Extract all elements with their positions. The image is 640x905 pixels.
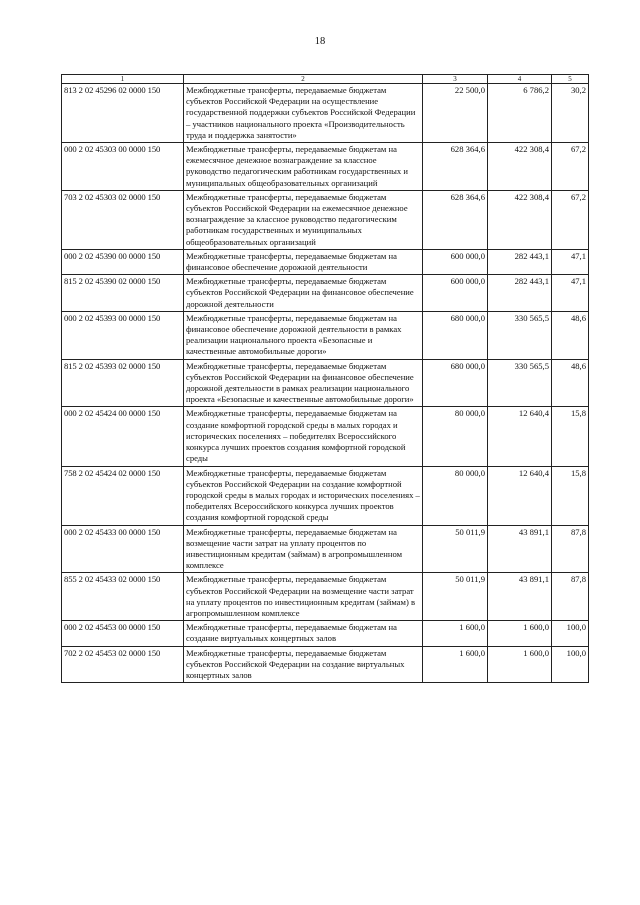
execution-percent: 47,1 bbox=[552, 275, 589, 312]
budget-code: 000 2 02 45393 00 0000 150 bbox=[62, 311, 184, 359]
budget-code: 813 2 02 45296 02 0000 150 bbox=[62, 84, 184, 143]
actual-amount: 6 786,2 bbox=[488, 84, 552, 143]
budget-code: 000 2 02 45433 00 0000 150 bbox=[62, 525, 184, 573]
plan-amount: 680 000,0 bbox=[423, 359, 488, 407]
table-row bbox=[62, 311, 589, 359]
budget-code: 000 2 02 45390 00 0000 150 bbox=[62, 249, 184, 274]
table-row bbox=[62, 143, 589, 191]
actual-amount: 12 640,4 bbox=[488, 466, 552, 525]
actual-amount: 1 600,0 bbox=[488, 646, 552, 683]
revenue-name: Межбюджетные трансферты, передаваемые бюджетам субъектов Российской Федерации на финансовое обеспечение дорожной деятельности в рамках реализации национального проекта «Безопасные и качественные автомобильные дороги» bbox=[184, 359, 423, 407]
execution-percent: 100,0 bbox=[552, 621, 589, 646]
execution-percent: 47,1 bbox=[552, 249, 589, 274]
actual-amount: 12 640,4 bbox=[488, 407, 552, 466]
revenue-name: Межбюджетные трансферты, передаваемые бюджетам субъектов Российской Федерации на осуществление государственной поддержки субъектов Российской Федерации – участников национального проекта «Производительность труда и поддержка занятости» bbox=[184, 84, 423, 143]
actual-amount: 330 565,5 bbox=[488, 311, 552, 359]
actual-amount: 43 891,1 bbox=[488, 525, 552, 573]
column-header-2: 2 bbox=[184, 75, 423, 84]
plan-amount: 1 600,0 bbox=[423, 646, 488, 683]
budget-code: 000 2 02 45303 00 0000 150 bbox=[62, 143, 184, 191]
budget-code: 000 2 02 45453 00 0000 150 bbox=[62, 621, 184, 646]
revenue-name: Межбюджетные трансферты, передаваемые бюджетам субъектов Российской Федерации на финансовое обеспечение дорожной деятельности bbox=[184, 275, 423, 312]
execution-percent: 15,8 bbox=[552, 466, 589, 525]
column-header-1: 1 bbox=[62, 75, 184, 84]
revenue-name: Межбюджетные трансферты, передаваемые бюджетам на ежемесячное денежное вознаграждение за классное руководство педагогическим работникам государственных и муниципальных общеобразовательных организаций bbox=[184, 143, 423, 191]
actual-amount: 282 443,1 bbox=[488, 275, 552, 312]
revenue-name: Межбюджетные трансферты, передаваемые бюджетам субъектов Российской Федерации на возмещение части затрат на уплату процентов по инвестиционным кредитам (займам) в агропромышленном комплексе bbox=[184, 573, 423, 621]
budget-table bbox=[61, 74, 589, 683]
revenue-name: Межбюджетные трансферты, передаваемые бюджетам на финансовое обеспечение дорожной деятельности в рамках реализации национального проекта «Безопасные и качественные автомобильные дороги» bbox=[184, 311, 423, 359]
table-row bbox=[62, 407, 589, 466]
revenue-name: Межбюджетные трансферты, передаваемые бюджетам субъектов Российской Федерации на ежемесячное денежное вознаграждение за классное руководство педагогическим работникам государственных и муниципальных общеобразовательных организаций bbox=[184, 190, 423, 249]
actual-amount: 1 600,0 bbox=[488, 621, 552, 646]
table-row bbox=[62, 646, 589, 683]
actual-amount: 43 891,1 bbox=[488, 573, 552, 621]
execution-percent: 87,8 bbox=[552, 525, 589, 573]
plan-amount: 600 000,0 bbox=[423, 275, 488, 312]
plan-amount: 628 364,6 bbox=[423, 190, 488, 249]
execution-percent: 48,6 bbox=[552, 311, 589, 359]
plan-amount: 600 000,0 bbox=[423, 249, 488, 274]
revenue-name: Межбюджетные трансферты, передаваемые бюджетам на возмещение части затрат на уплату процентов по инвестиционным кредитам (займам) в агропромышленном комплексе bbox=[184, 525, 423, 573]
actual-amount: 422 308,4 bbox=[488, 143, 552, 191]
table-row bbox=[62, 190, 589, 249]
plan-amount: 50 011,9 bbox=[423, 525, 488, 573]
execution-percent: 100,0 bbox=[552, 646, 589, 683]
table-row bbox=[62, 466, 589, 525]
execution-percent: 30,2 bbox=[552, 84, 589, 143]
budget-code: 855 2 02 45433 02 0000 150 bbox=[62, 573, 184, 621]
budget-code: 815 2 02 45393 02 0000 150 bbox=[62, 359, 184, 407]
actual-amount: 422 308,4 bbox=[488, 190, 552, 249]
revenue-name: Межбюджетные трансферты, передаваемые бюджетам субъектов Российской Федерации на создание виртуальных концертных залов bbox=[184, 646, 423, 683]
table-row bbox=[62, 84, 589, 143]
table-row bbox=[62, 525, 589, 573]
column-header-4: 4 bbox=[488, 75, 552, 84]
plan-amount: 22 500,0 bbox=[423, 84, 488, 143]
execution-percent: 87,8 bbox=[552, 573, 589, 621]
plan-amount: 80 000,0 bbox=[423, 407, 488, 466]
actual-amount: 330 565,5 bbox=[488, 359, 552, 407]
plan-amount: 628 364,6 bbox=[423, 143, 488, 191]
budget-code: 702 2 02 45453 02 0000 150 bbox=[62, 646, 184, 683]
plan-amount: 80 000,0 bbox=[423, 466, 488, 525]
table-row bbox=[62, 249, 589, 274]
plan-amount: 1 600,0 bbox=[423, 621, 488, 646]
column-header-5: 5 bbox=[552, 75, 589, 84]
budget-code: 703 2 02 45303 02 0000 150 bbox=[62, 190, 184, 249]
revenue-name: Межбюджетные трансферты, передаваемые бюджетам на создание виртуальных концертных залов bbox=[184, 621, 423, 646]
execution-percent: 67,2 bbox=[552, 190, 589, 249]
budget-code: 815 2 02 45390 02 0000 150 bbox=[62, 275, 184, 312]
plan-amount: 50 011,9 bbox=[423, 573, 488, 621]
revenue-name: Межбюджетные трансферты, передаваемые бюджетам субъектов Российской Федерации на создание комфортной городской среды в малых городах и исторических поселениях – победителях Всероссийского конкурса лучших проектов создания комфортной городской среды bbox=[184, 466, 423, 525]
execution-percent: 67,2 bbox=[552, 143, 589, 191]
execution-percent: 48,6 bbox=[552, 359, 589, 407]
actual-amount: 282 443,1 bbox=[488, 249, 552, 274]
table-row bbox=[62, 359, 589, 407]
budget-code: 758 2 02 45424 02 0000 150 bbox=[62, 466, 184, 525]
table-row bbox=[62, 275, 589, 312]
table-row bbox=[62, 621, 589, 646]
execution-percent: 15,8 bbox=[552, 407, 589, 466]
budget-code: 000 2 02 45424 00 0000 150 bbox=[62, 407, 184, 466]
header-row bbox=[62, 75, 589, 84]
plan-amount: 680 000,0 bbox=[423, 311, 488, 359]
page-number: 18 bbox=[314, 36, 326, 47]
revenue-name: Межбюджетные трансферты, передаваемые бюджетам на создание комфортной городской среды в малых городах и исторических поселениях – победителях Всероссийского конкурса лучших проектов создания комфортной городской среды bbox=[184, 407, 423, 466]
revenue-name: Межбюджетные трансферты, передаваемые бюджетам на финансовое обеспечение дорожной деятельности bbox=[184, 249, 423, 274]
column-header-3: 3 bbox=[423, 75, 488, 84]
table-row bbox=[62, 573, 589, 621]
